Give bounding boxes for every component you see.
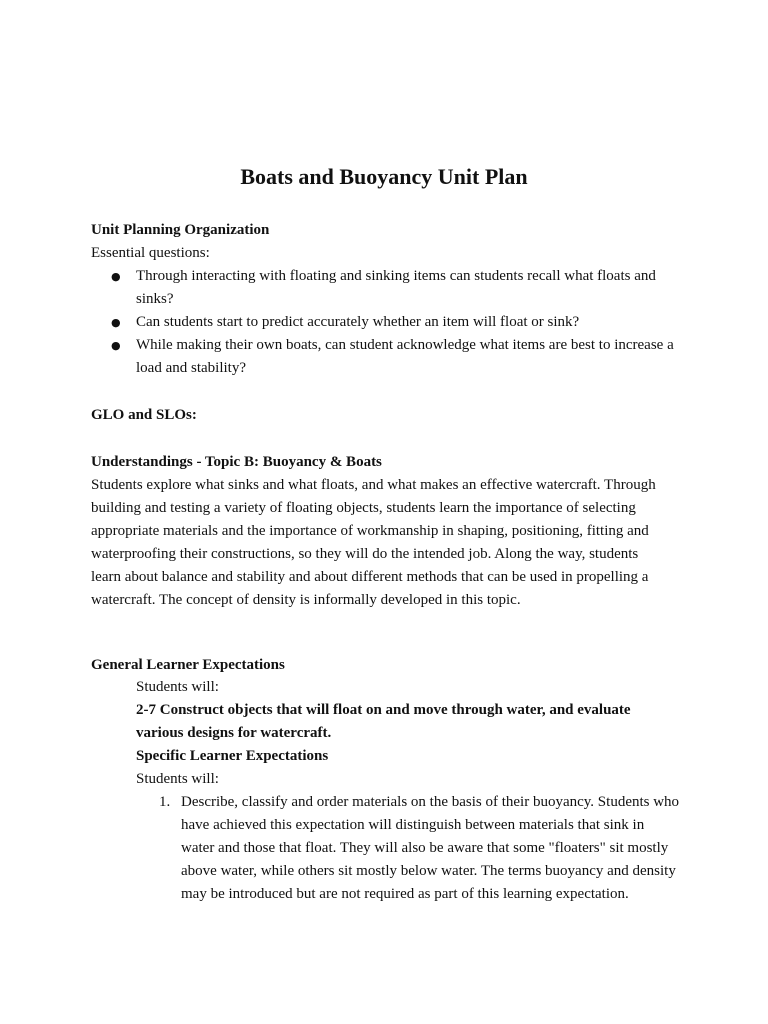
essential-questions-list <box>91 265 691 380</box>
question-text: Through interacting with floating and sinking items can students recall what floats and sinks? <box>136 268 656 307</box>
general-expectation-text: 2-7 Construct objects that will float on and move through water, and evaluate various designs for watercraft. <box>136 702 631 741</box>
list-item <box>91 265 676 311</box>
unit-planning-heading: Unit Planning Organization <box>91 222 270 238</box>
item-text: Describe, classify and order materials on the basis of their buoyancy. Students who have achieved this expectation will distinguish between materials that sink in water and those that float. They will also be aware that some "floaters" sit mostly above water, while others sit mostly below water. The terms buoyancy and density may be introduced but are not required as part of this learning expectation. <box>181 794 680 902</box>
question-text: While making their own boats, can student acknowledge what items are best to increase a load and stability? <box>136 337 674 376</box>
bullet-icon: ● <box>111 316 121 329</box>
understandings-section <box>91 451 691 612</box>
understandings-body: Students explore what sinks and what floats, and what makes an effective watercraft. Through building and testing a variety of floating objects, students learn the importance of selecting appropriate materials and the importance of workmanship in shaping, positioning, fitting and waterproofing their constructions, so they will do the intended job. Along the way, students learn about balance and stability and about different methods that can be used in propelling a watercraft. The concept of density is informally developed in this topic. <box>91 477 656 608</box>
document-title: Boats and Buoyancy Unit Plan <box>240 164 528 189</box>
specific-expectations-list <box>136 791 681 906</box>
expectations-detail <box>136 676 681 906</box>
specific-expectations-heading: Specific Learner Expectations <box>136 748 329 764</box>
list-item <box>91 311 676 334</box>
specific-students-will-label: Students will: <box>136 771 219 787</box>
list-item <box>136 791 681 906</box>
essential-questions-label: Essential questions: <box>91 245 210 261</box>
general-expectations-section <box>91 654 691 677</box>
students-will-label: Students will: <box>136 679 219 695</box>
unit-planning-section <box>91 219 691 380</box>
understandings-heading: Understandings - Topic B: Buoyancy & Boats <box>91 454 382 470</box>
bullet-icon: ● <box>111 270 121 283</box>
question-text: Can students start to predict accurately whether an item will float or sink? <box>136 314 580 330</box>
list-item <box>91 334 676 380</box>
glo-section <box>91 404 691 427</box>
bullet-icon: ● <box>111 339 121 352</box>
glo-heading: GLO and SLOs: <box>91 407 197 423</box>
general-expectations-heading: General Learner Expectations <box>91 657 285 673</box>
item-number: 1. <box>159 794 171 810</box>
